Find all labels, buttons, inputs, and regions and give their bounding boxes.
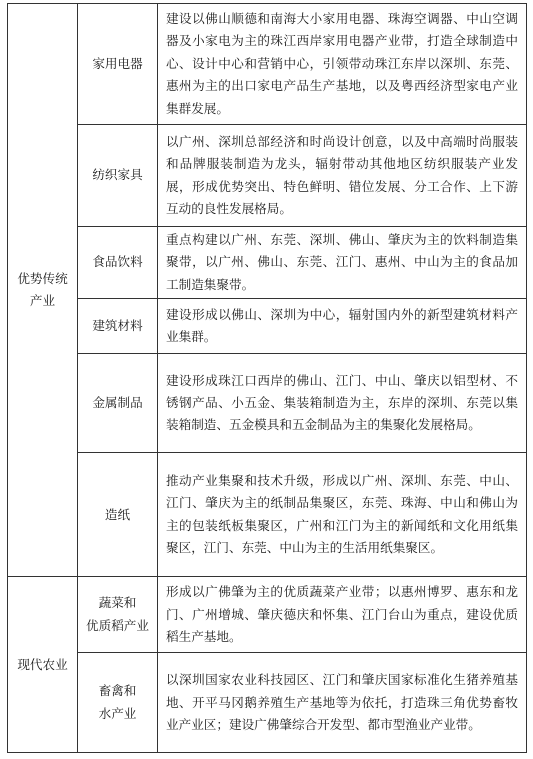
description-cell: 形成以广佛肇为主的优质蔬菜产业带；以惠州博罗、惠东和龙门、广州增城、肇庆德庆和怀集、江门台山为重点，建设优质稻生产基地。 [158, 577, 527, 653]
category-cell [8, 4, 78, 577]
category-cell [8, 577, 78, 753]
industry-label: 建筑材料 [92, 318, 143, 334]
industry-label: 蔬菜和 [98, 595, 137, 611]
industry-label: 畜禽和 [98, 683, 137, 699]
industry-cell [78, 299, 158, 354]
industry-label: 水产业 [98, 705, 137, 721]
industry-label: 食品饮料 [92, 254, 143, 270]
table-row [8, 299, 527, 354]
description-cell: 以深圳国家农业科技园区、江门和肇庆国家标准化生猪养殖基地、开平马冈鹅养殖生产基地等为依托，打造珠三角优势畜牧业产业区；建设广佛肇综合开发型、都市型渔业产业带。 [158, 653, 527, 753]
industry-cell [78, 227, 158, 299]
category-line: 产业 [29, 293, 56, 309]
description-cell: 建设形成珠江口西岸的佛山、江门、中山、肇庆以铝型材、不锈钢产品、小五金、集装箱制造为主，东岸的深圳、东莞以集装箱制造、五金模具和五金制品为主的集聚化发展格局。 [158, 354, 527, 453]
industry-cell [78, 577, 158, 653]
category-line: 优势传统 [17, 270, 68, 286]
industry-label: 金属制品 [92, 395, 143, 411]
description-cell: 重点构建以广州、东莞、深圳、佛山、肇庆为主的饮料制造集聚带，以广州、佛山、东莞、江门、惠州、中山为主的食品加工制造集聚带。 [158, 227, 527, 299]
industry-cell [78, 453, 158, 577]
table-row [8, 354, 527, 453]
industry-label: 造纸 [104, 506, 131, 522]
table-row [8, 577, 527, 653]
table-row [8, 653, 527, 753]
description-cell: 推动产业集聚和技术升级，形成以广州、深圳、东莞、中山、江门、肇庆为主的纸制品集聚区，东莞、珠海、中山和佛山为主的包装纸板集聚区，广州和江门为主的新闻纸和文化用纸集聚区，江门、东莞、中山为主的生活用纸集聚区。 [158, 453, 527, 577]
industry-label: 优质稻产业 [86, 617, 149, 633]
description-cell: 以广州、深圳总部经济和时尚设计创意，以及中高端时尚服装和品牌服装制造为龙头，辐射带动其他地区纺织服装产业发展，形成优势突出、特色鲜明、错位发展、分工合作、上下游互动的良性发展格局。 [158, 125, 527, 227]
table-row [8, 4, 527, 125]
table-row [8, 125, 527, 227]
industry-cell [78, 653, 158, 753]
category-line: 现代农业 [17, 656, 68, 672]
industry-cell [78, 4, 158, 125]
table-row [8, 453, 527, 577]
industry-label: 纺织家具 [92, 167, 143, 183]
table-row [8, 227, 527, 299]
description-cell: 建设以佛山顺德和南海大小家用电器、珠海空调器、中山空调器及小家电为主的珠江西岸家用电器产业带，打造全球制造中心、设计中心和营销中心，引领带动珠江东岸以深圳、东莞、惠州为主的出口家电产品生产基地，以及粤西经济型家电产业集群发展。 [158, 4, 527, 125]
industry-cell [78, 354, 158, 453]
industry-label: 家用电器 [92, 55, 143, 71]
industry-table [7, 3, 527, 753]
description-cell: 建设形成以佛山、深圳为中心，辐射国内外的新型建筑材料产业集群。 [158, 299, 527, 354]
industry-cell [78, 125, 158, 227]
